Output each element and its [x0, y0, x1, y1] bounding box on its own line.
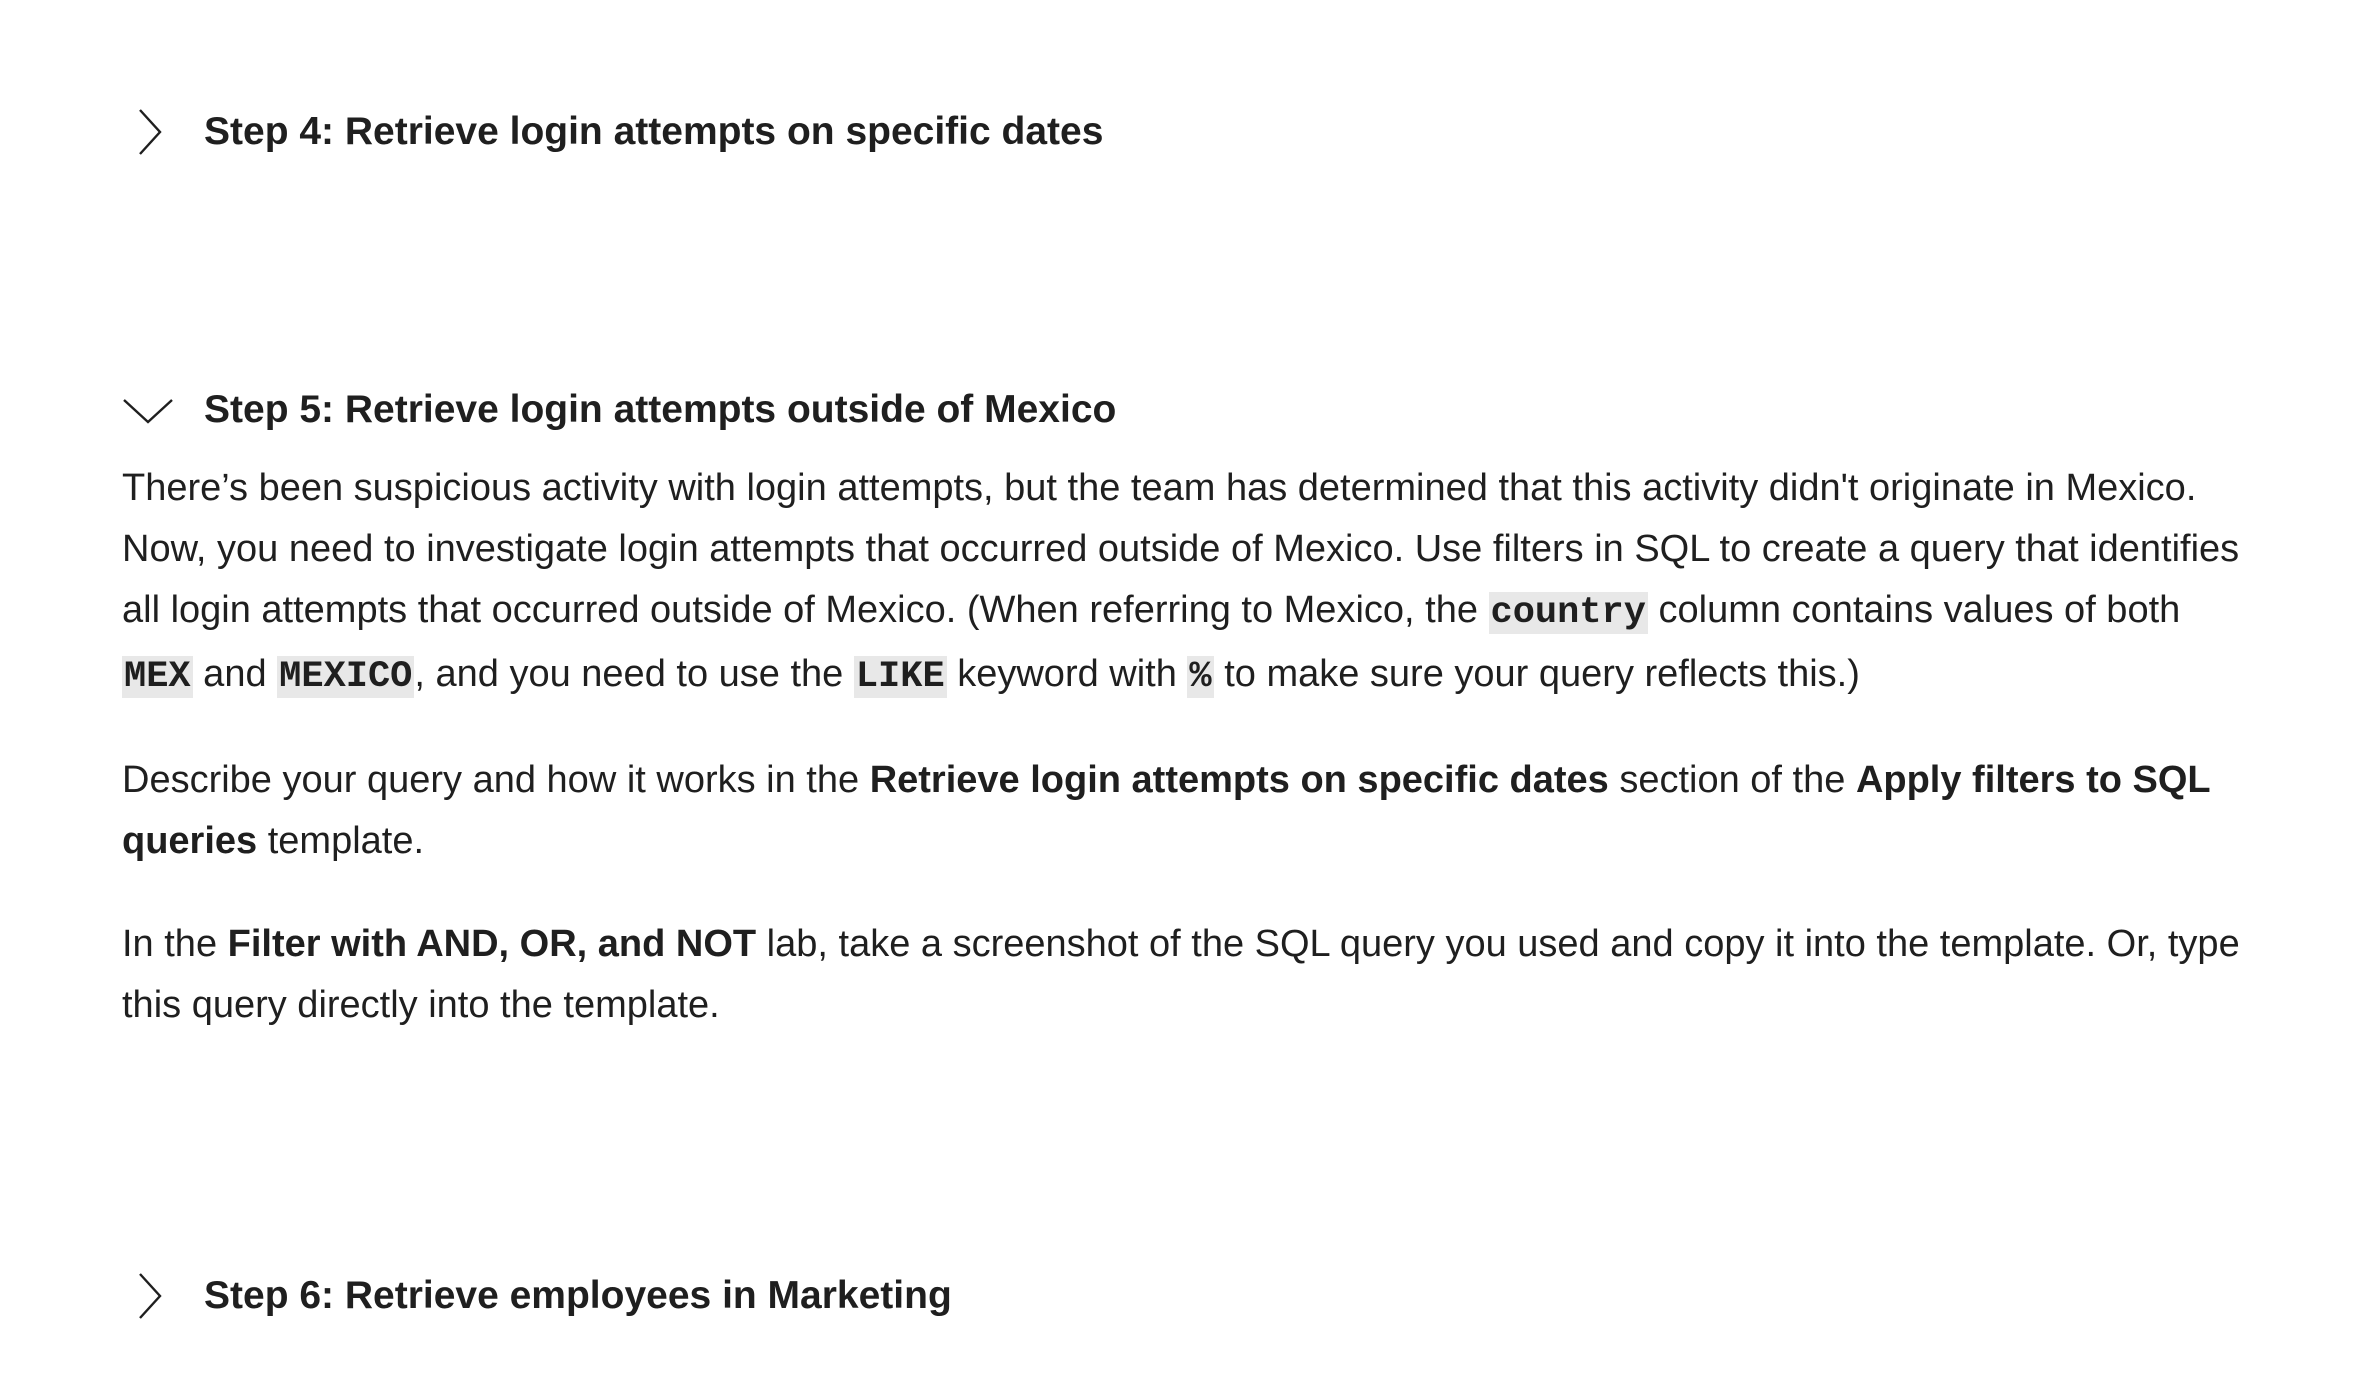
step-4-header[interactable]	[0, 92, 2364, 172]
step-5-header[interactable]	[0, 370, 2364, 450]
step-5-content	[122, 458, 2252, 1078]
code-percent: %	[1189, 656, 1212, 698]
step-4-title[interactable]: Step 4: Retrieve login attempts on specific dates	[204, 110, 1104, 153]
code-country: country	[1490, 592, 1646, 634]
code-like: LIKE	[855, 656, 945, 698]
step-5-title[interactable]: Step 5: Retrieve login attempts outside of Mexico	[204, 388, 1117, 431]
bold-section-name: Retrieve login attempts on specific dates	[869, 759, 1609, 801]
chevron-right-icon[interactable]	[122, 1270, 174, 1322]
step-6-accordion	[0, 1256, 2364, 1336]
instruction-paragraph-2: Describe your query and how it works in the Retrieve login attempts on specific dates section of the Apply filters to SQL queries template.	[122, 759, 2210, 862]
chevron-down-icon[interactable]	[122, 384, 174, 436]
instruction-paragraph-3: In the Filter with AND, OR, and NOT lab, take a screenshot of the SQL query you used and copy it into the template. Or, type this query directly into the template.	[122, 923, 2240, 1026]
instruction-paragraph-1: There’s been suspicious activity with login attempts, but the team has determined that this activity didn't originate in Mexico. Now, you need to investigate login attempts that occurred outside of Mexico. Use filters in SQL to create a query that identifies all login attempts that occurred outside of Mexico. (When referring to Mexico, the country column contains values of both MEX and MEXICO, and you need to use the LIKE keyword with % to make sure your query reflects this.)	[122, 467, 2240, 698]
bold-lab-name: Filter with AND, OR, and NOT	[227, 923, 757, 965]
code-mex: MEX	[124, 656, 191, 698]
step-4-accordion	[0, 92, 2364, 172]
step-6-title[interactable]: Step 6: Retrieve employees in Marketing	[204, 1274, 952, 1317]
code-mexico: MEXICO	[279, 656, 413, 698]
chevron-right-icon[interactable]	[122, 106, 174, 158]
step-6-header[interactable]	[0, 1256, 2364, 1336]
bold-template-name: Apply filters to SQL queries	[122, 759, 2210, 862]
step-5-accordion	[0, 370, 2364, 1026]
